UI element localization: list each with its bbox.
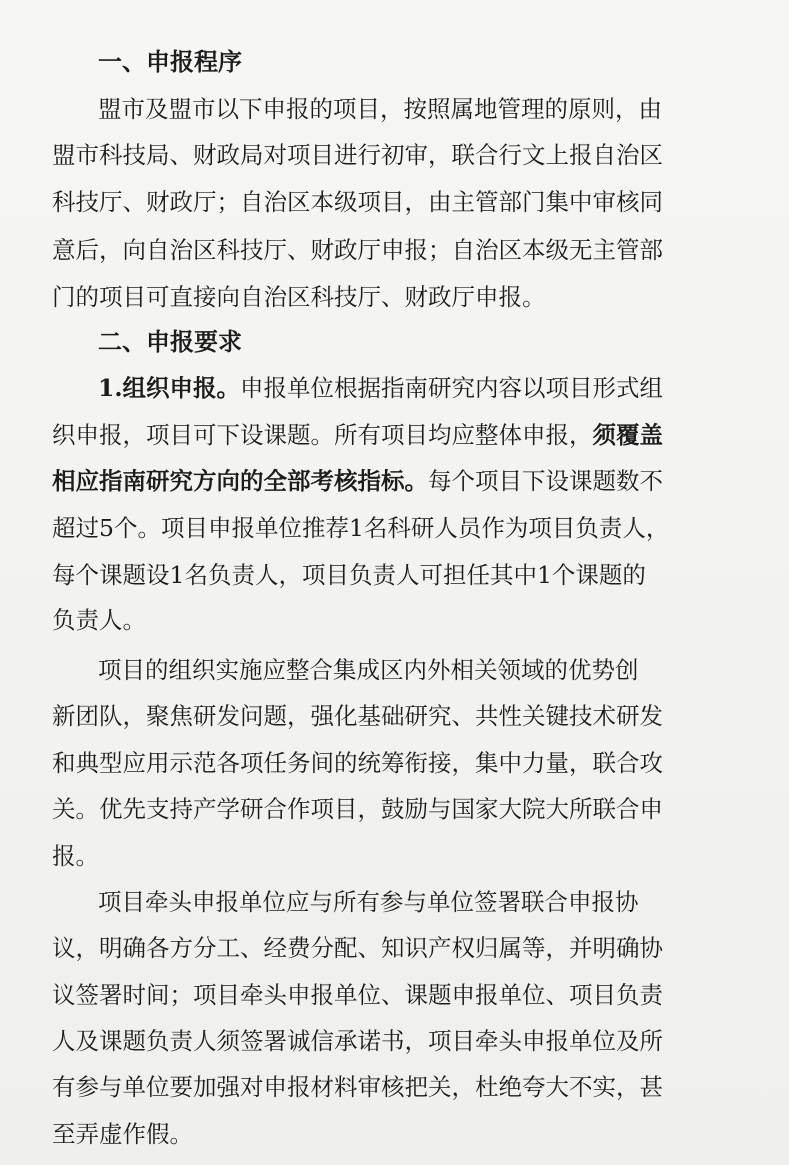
paragraph-line: 新团队，聚焦研发问题，强化基础研究、共性关键技术研发 <box>52 702 663 730</box>
paragraph-line <box>52 421 663 449</box>
section-heading-application-procedure: 一、申报程序 <box>98 48 242 76</box>
paragraph-line: 意后，向自治区科技厅、财政厅申报；自治区本级无主管部 <box>52 236 663 264</box>
paragraph-line: 议签署时间；项目牵头申报单位、课题申报单位、项目负责 <box>52 981 663 1009</box>
paragraph-line: 负责人。 <box>52 606 146 634</box>
bold-emphasis: 相应指南研究方向的全部考核指标。 <box>52 467 428 495</box>
paragraph-line: 盟市科技局、财政局对项目进行初审，联合行文上报自治区 <box>52 141 663 169</box>
paragraph-line: 人及课题负责人须签署诚信承诺书，项目牵头申报单位及所 <box>52 1027 663 1055</box>
section-heading-application-requirements: 二、申报要求 <box>98 328 242 356</box>
item-title: 1.组织申报。 <box>98 374 241 402</box>
paragraph-line: 和典型应用示范各项任务间的统筹衔接，集中力量，联合攻 <box>52 749 663 777</box>
paragraph-line: 有参与单位要加强对申报材料审核把关，杜绝夸大不实，甚 <box>52 1073 663 1101</box>
paragraph-line: 盟市及盟市以下申报的项目，按照属地管理的原则，由 <box>98 95 662 123</box>
bold-emphasis: 须覆盖 <box>592 421 663 449</box>
paragraph-line: 项目的组织实施应整合集成区内外相关领域的优势创 <box>98 656 639 684</box>
paragraph-line: 至弄虚作假。 <box>52 1120 193 1148</box>
paragraph-line: 议，明确各方分工、经费分配、知识产权归属等，并明确协 <box>52 934 663 962</box>
paragraph-text: 每个项目下设课题数不 <box>428 467 663 495</box>
paragraph-line: 科技厅、财政厅；自治区本级项目，由主管部门集中审核同 <box>52 188 663 216</box>
paragraph-line: 报。 <box>52 842 99 870</box>
paragraph-line: 每个课题设1名负责人，项目负责人可担任其中1个课题的 <box>52 561 646 589</box>
paragraph-line <box>52 467 663 495</box>
paragraph-line: 关。优先支持产学研合作项目，鼓励与国家大院大所联合申 <box>52 795 663 823</box>
paragraph-text: 织申报，项目可下设课题。所有项目均应整体申报， <box>52 421 593 449</box>
paragraph-line: 门的项目可直接向自治区科技厅、财政厅申报。 <box>52 283 546 311</box>
paragraph-text: 申报单位根据指南研究内容以项目形式组 <box>240 374 664 402</box>
paragraph-line: 项目牵头申报单位应与所有参与单位签署联合申报协 <box>98 888 639 916</box>
paragraph-line <box>98 374 663 402</box>
paragraph-line: 超过5个。项目申报单位推荐1名科研人员作为项目负责人， <box>52 514 670 542</box>
